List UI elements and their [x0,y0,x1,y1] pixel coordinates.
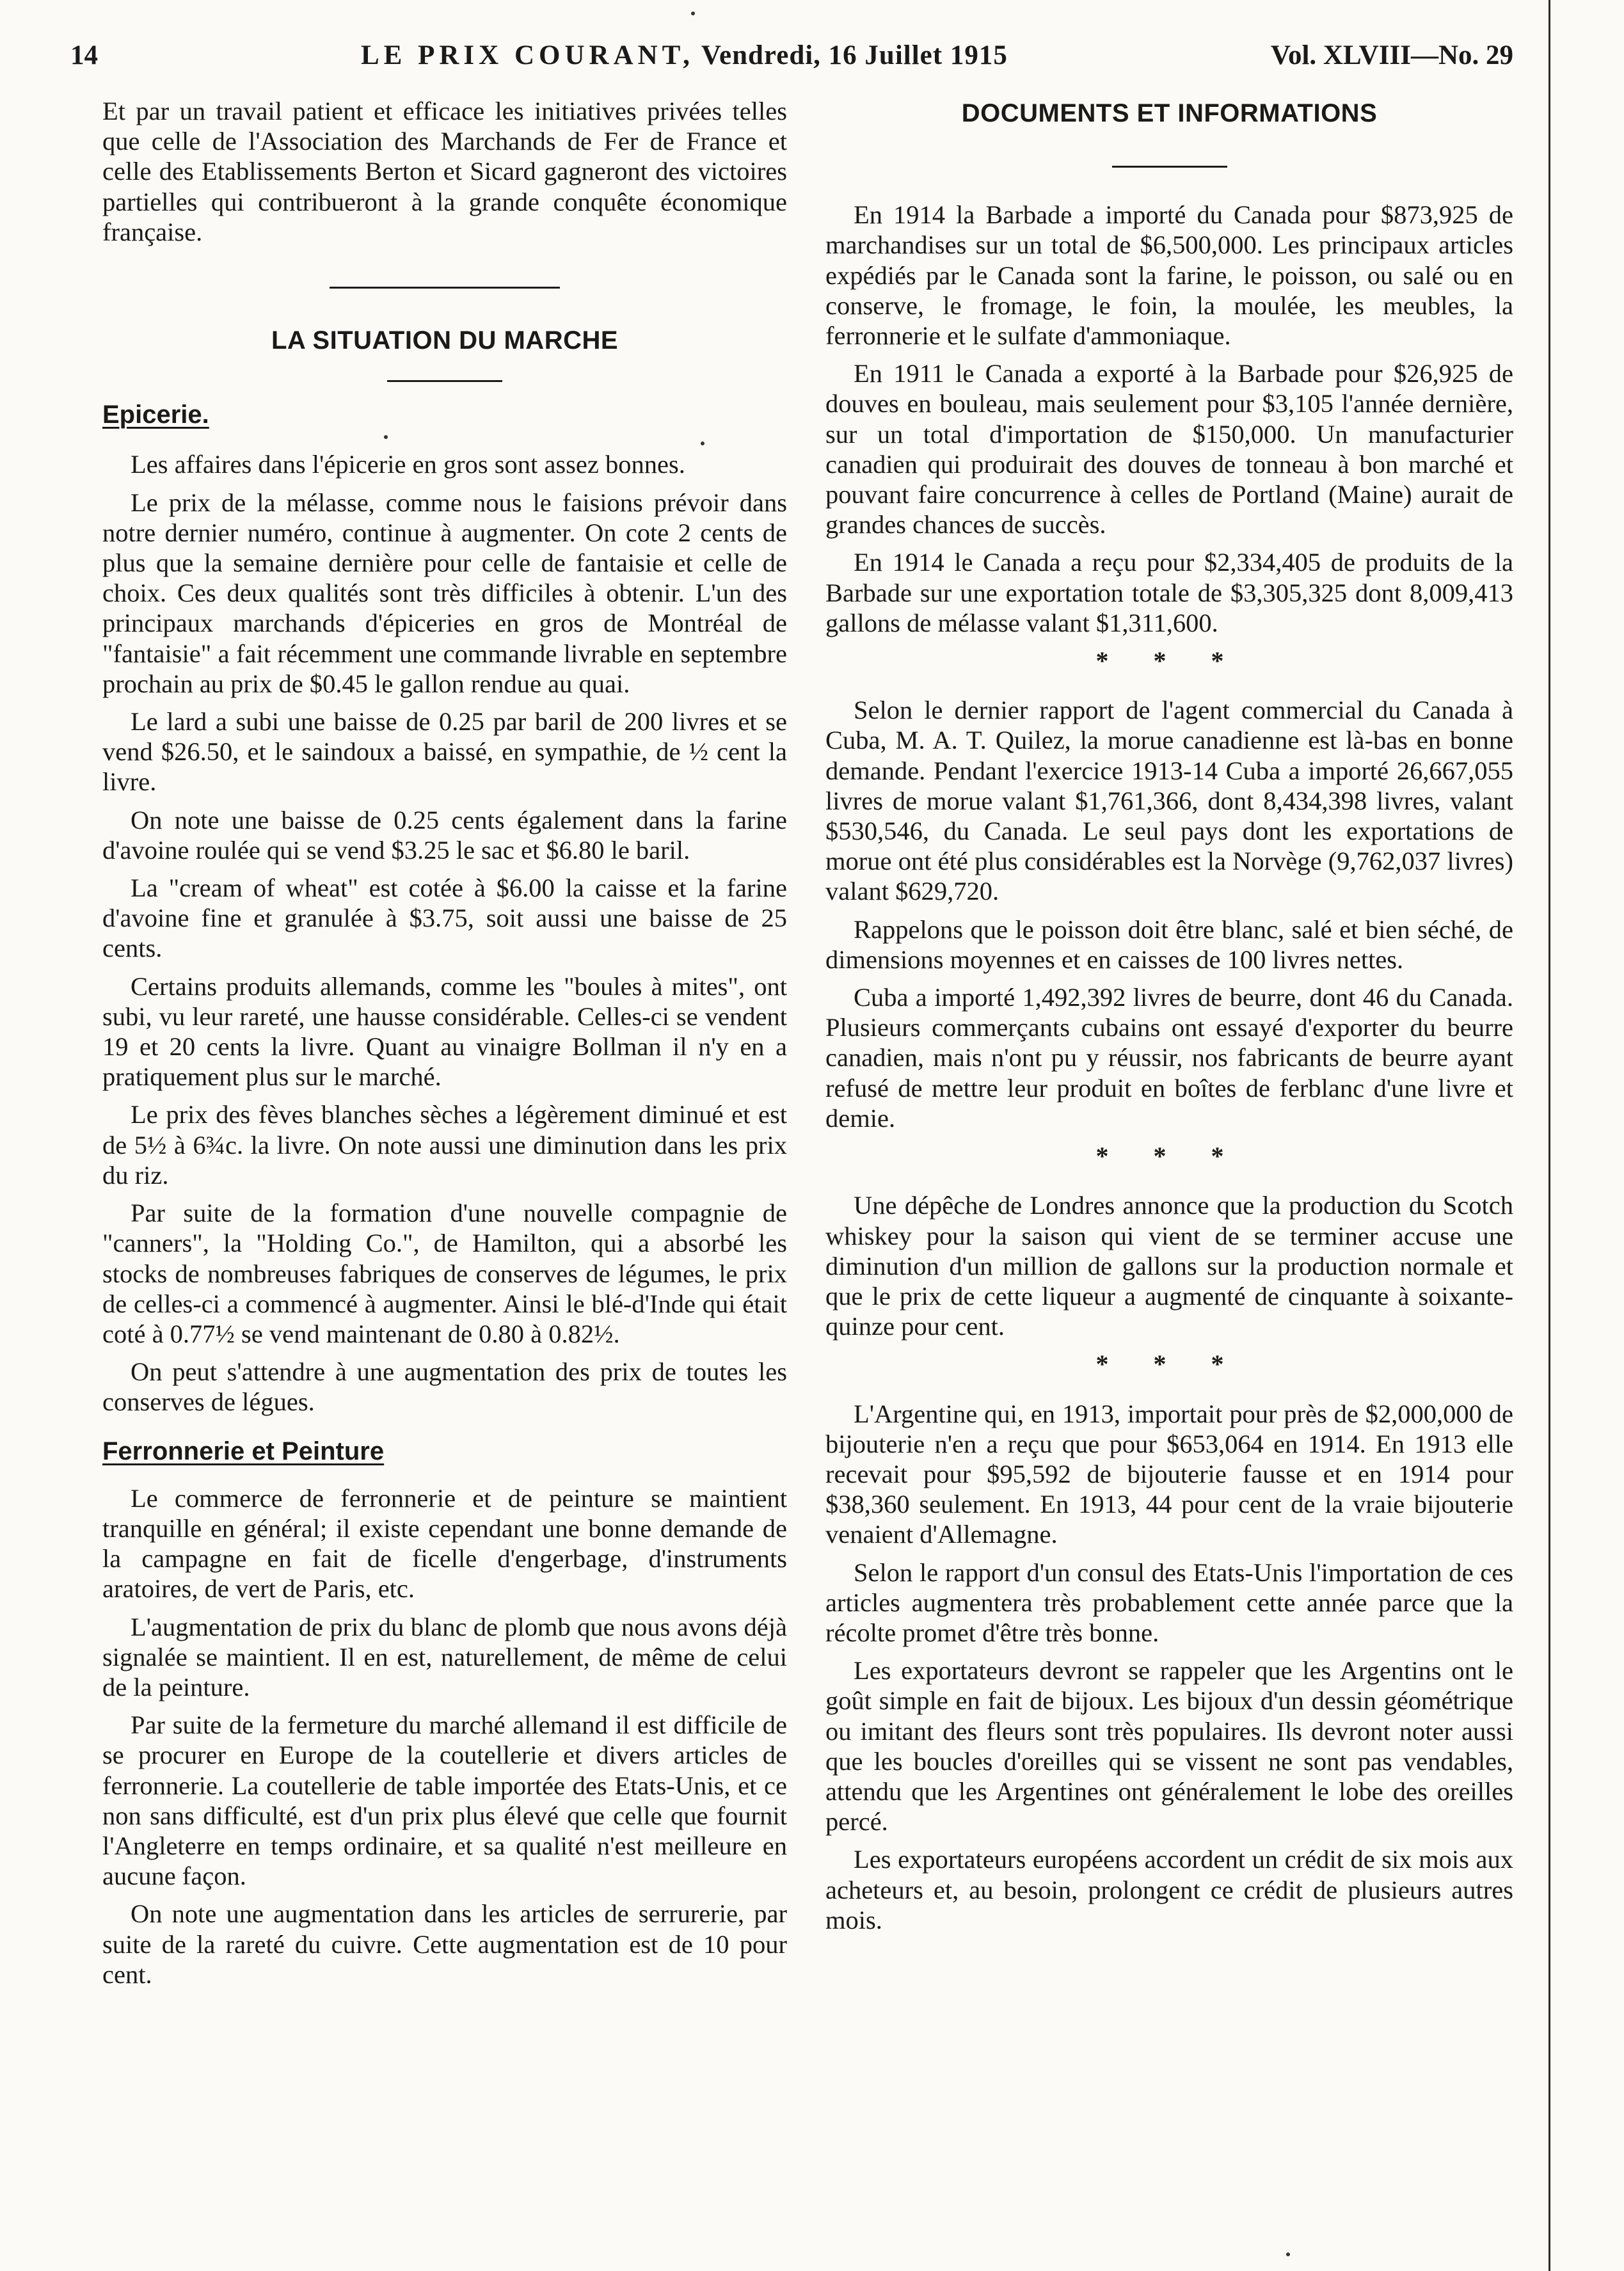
epicerie-paragraph: On peut s'attendre à une augmentation des prix de toutes les conserves de légues. [102,1357,787,1417]
ferronnerie-paragraph: L'augmentation de prix du blanc de plomb que nous avons déjà signalée se maintient. Il en est, naturellement, de même de celui de la peinture. [102,1612,787,1701]
epicerie-paragraph: Certains produits allemands, comme les "boules à mites", ont subi, vu leur rareté, une hausse considérable. Celles-ci se vendent 19 et 20 cents la livre. Quant au vinaigre Bollman il n'y en a pratiquement plus sur le marché. [102,971,787,1092]
print-speck [1286,2252,1290,2256]
cuba-paragraph: Selon le dernier rapport de l'agent commercial du Canada à Cuba, M. A. T. Quilez, la morue canadienne est là-bas en bonne demande. Pendant l'exercice 1913-14 Cuba a importé 26,667,055 livres de morue valant $1,761,366, dont 8,434,398 livres, valant $530,546, du Canada. Le seul pays dont les exportations de morue ont été plus considérables est la Norvège (9,762,037 livres) valant $629,720. [825,696,1513,906]
ferronnerie-paragraph: Le commerce de ferronnerie et de peinture se maintient tranquille en général; il existe cependant une bonne demande de la campagne en fait de ficelle d'engerbage, d'instruments aratoires, de vert de Paris, etc. [102,1483,787,1604]
ferronnerie-paragraph: Par suite de la fermeture du marché allemand il est difficile de se procurer en Europe de la coutellerie et divers articles de ferronnerie. La coutellerie de table importée des Etats-Unis, et ce non sans difficulté, est d'un prix plus élevé que celle que fournit l'Angleterre en temps ordinaire, et sa qualité n'est meilleure en aucune façon. [102,1710,787,1891]
argentine-paragraph: Les exportateurs devront se rappeler que les Argentins ont le goût simple en fait de bijoux. Les bijoux d'un dessin géométrique ou imitant des fleurs sont très populaires. Ils devront noter aussi que les boucles d'oreilles qui se vissent ne sont pas vendables, attendu que les Argentines ont généralement le lobe des oreilles percé. [825,1656,1513,1837]
argentine-paragraph: Selon le rapport d'un consul des Etats-Unis l'importation de ces articles augmentera très probablement cette année parce que la récolte promet d'être très bonne. [825,1558,1513,1647]
masthead: LE PRIX COURANT, [361,40,694,70]
section-title-documents: DOCUMENTS ET INFORMATIONS [961,99,1378,127]
barbade-paragraph: En 1914 le Canada a reçu pour $2,334,405 de produits de la Barbade sur une exportation totale de $3,305,325 dont 8,009,413 gallons de mélasse valant $1,311,600. [825,548,1513,637]
divider-rule [330,287,560,289]
print-speck [691,12,695,15]
ferronnerie-paragraph: On note une augmentation dans les articles de serrurerie, par suite de la rareté du cuivre. Cette augmentation est de 10 pour cent. [102,1899,787,1989]
section-title-marche: LA SITUATION DU MARCHE [271,326,619,355]
page-edge-line [1548,0,1550,2271]
stars-separator: * * * [1095,646,1243,676]
epicerie-paragraph: Le prix de la mélasse, comme nous le faisions prévoir dans notre dernier numéro, continue à augmenter. On cote 2 cents de plus que la semaine dernière pour celle de fantaisie et celle de choix. Ces deux qualités sont très difficiles à obtenir. L'un des principaux marchands d'épiceries en gros de Montréal de "fantaisie" a fait récemment une commande livrable en septembre prochain au prix de $0.45 le gallon rendue au quai. [102,488,787,698]
argentine-paragraph: L'Argentine qui, en 1913, importait pour près de $2,000,000 de bijouterie n'en a reçu que pour $653,064 en 1914. En 1913 elle recevait pour $95,592 de bijouterie fausse et en 1914 pour $38,360 seulement. En 1913, 44 pour cent de la vraie bijouterie venaient d'Allemagne. [825,1399,1513,1549]
subhead-ferronnerie: Ferronnerie et Peinture [102,1437,385,1465]
subhead-epicerie: Epicerie. [102,401,209,429]
print-speck [701,442,705,445]
epicerie-paragraph: Le prix des fèves blanches sèches a légèrement diminué et est de 5½ à 6¾c. la livre. On note aussi une diminution dans les prix du riz. [102,1100,787,1190]
epicerie-paragraph: Par suite de la formation d'une nouvelle compagnie de "canners", la "Holding Co.", de Hamilton, qui a absorbé les stocks de nombreuses fabriques de conserves de légumes, le prix de celles-ci a commencé à augmenter. Ainsi le blé-d'Inde qui était coté à 0.77½ se vend maintenant de 0.80 à 0.82½. [102,1199,787,1348]
epicerie-paragraph: La "cream of wheat" est cotée à $6.00 la caisse et la farine d'avoine fine et granulée à $3.75, soit aussi une baisse de 25 cents. [102,873,787,963]
stars-separator: * * * [1095,1142,1243,1171]
epicerie-paragraph: Les affaires dans l'épicerie en gros sont assez bonnes. [131,450,685,479]
right-column [825,96,1513,1943]
divider-rule [1112,166,1227,168]
whiskey-paragraph: Une dépêche de Londres annonce que la production du Scotch whiskey pour la saison qui vient de se terminer accuse une diminution d'un million de gallons sur la production normale et que le prix de cette liqueur a augmenté de cinquante à soixante-quinze pour cent. [825,1191,1513,1341]
epicerie-paragraph: Le lard a subi une baisse de 0.25 par baril de 200 livres et se vend $26.50, et le saindoux a baissé, en sympathie, de ½ cent la livre. [102,707,787,797]
stars-separator: * * * [1095,1350,1243,1379]
intro-paragraph: Et par un travail patient et efficace les initiatives privées telles que celle de l'Association des Marchands de Fer de France et celle des Etablissements Berton et Sicard gagneront des victoires partielles qui contribueront à la grande conquête économique française. [102,97,787,246]
page-header [70,40,1513,78]
left-column [102,96,787,1997]
volume-number: Vol. XLVIII—No. 29 [1270,40,1513,70]
page-number: 14 [70,40,98,70]
cuba-paragraph: Rappelons que le poisson doit être blanc, salé et bien séché, de dimensions moyennes et en caisses de 100 livres nettes. [825,914,1513,974]
argentine-paragraph: Les exportateurs européens accordent un crédit de six mois aux acheteurs et, au besoin, prolongent ce crédit de plusieurs autres mois. [825,1845,1513,1934]
issue-date: Vendredi, 16 Juillet 1915 [701,40,1008,70]
barbade-paragraph: En 1911 le Canada a exporté à la Barbade pour $26,925 de douves en bouleau, mais seulement pour $3,105 l'année dernière, sur un total d'importation de $150,000. Un manufacturier canadien qui produirait des douves de tonneau à bon marché et pouvant faire concurrence à celles de Portland (Maine) aurait de grandes chances de succès. [825,359,1513,539]
cuba-paragraph: Cuba a importé 1,492,392 livres de beurre, dont 46 du Canada. Plusieurs commerçants cubains ont essayé d'exporter du beurre canadien, mais n'ont pu y réussir, nos fabricants de beurre ayant refusé de mettre leur produit en boîtes de ferblanc d'une livre et demie. [825,983,1513,1133]
print-speck [384,435,388,439]
masthead-line [361,40,1008,71]
barbade-paragraph: En 1914 la Barbade a importé du Canada pour $873,925 de marchandises sur un total de $6,500,000. Les principaux articles expédiés par le Canada sont la farine, le poisson, ou salé ou en conserve, le fromage, le foin, la moulée, les meubles, la ferronnerie et le sulfate d'ammoniaque. [825,200,1513,351]
epicerie-paragraph: On note une baisse de 0.25 cents également dans la farine d'avoine roulée qui se vend $3.25 le sac et $6.80 le baril. [102,805,787,865]
divider-rule [387,380,502,382]
